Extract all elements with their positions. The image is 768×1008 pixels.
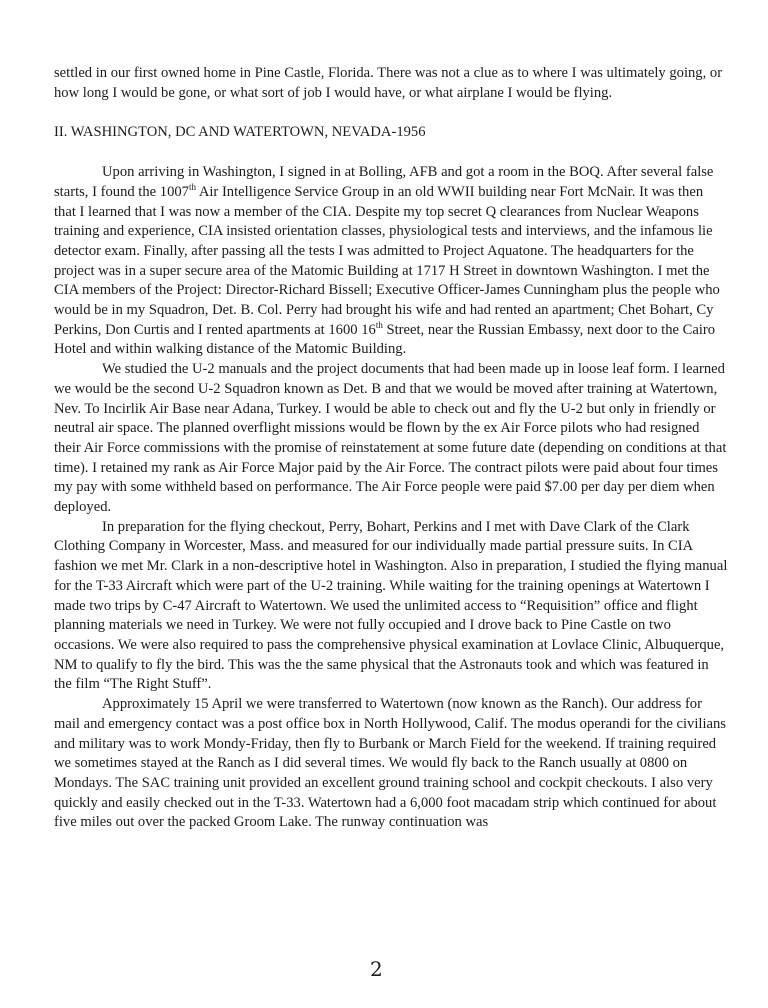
paragraph-text: Street, near the Russian Embassy, next door to the Cairo Hotel and within walking distance of the Matomic Building.	[54, 321, 716, 358]
section-heading: II. WASHINGTON, DC AND WATERTOWN, NEVADA-1956	[54, 124, 426, 141]
paragraph-preparation: In preparation for the flying checkout, Perry, Bohart, Perkins and I met with Dave Clark of the Clark Clothing Company in Worcester, Mass. and measured for our individually made partial pressure suits. In CIA fashion we met Mr. Clark in a non-descriptive hotel in Washington. Also in preparation, I studied the flying manual for the T-33 Aircraft which were part of the U-2 training. While waiting for the training openings at Watertown I made two trips by C-47 Aircraft to Watertown. We used the unlimited access to “Requisition” office and flight planning materials we need in Turkey. We were not fully occupied and I drove back to Pine Castle on two occasions. We were also required to pass the comprehensive physical examination at Lovlace Clinic, Albuquerque, NM to qualify to fly the bird. This was the the same physical that the Astronauts took and which was featured in the film “The Right Stuff”.	[54, 518, 728, 693]
paragraph-watertown: Approximately 15 April we were transferred to Watertown (now known as the Ranch). Our address for mail and emergency contact was a post office box in North Hollywood, Calif. The modus operandi for the civilians and military was to work Mondy-Friday, then fly to Burbank or March Field for the weekend. If training required we sometimes stayed at the Ranch as I did several times. We would fly back to the Ranch usually at 0800 on Mondays. The SAC training unit provided an excellent ground training school and cockpit checkouts. I also very quickly and easily checked out in the T-33. Watertown had a 6,000 foot macadam strip which continued for about five miles out over the packed Groom Lake. The runway continuation was	[54, 696, 726, 831]
page-number: 2	[370, 957, 383, 981]
paragraph-text: Upon arriving in Washington, I signed in at Bolling, AFB and got a room in the BOQ. After several false starts, I found the 1007	[54, 164, 714, 200]
ordinal-suffix: th	[188, 181, 196, 192]
paragraph-manuals: We studied the U-2 manuals and the project documents that had been made up in loose leaf form. I learned we would be the second U-2 Squadron known as Det. B and that we would be moved after training at Watertown, Nev. To Incirlik Air Base near Adana, Turkey. I would be able to check out and fly the U-2 but only in friendly or neutral air space. The planned overflight missions would be flown by the ex Air Force pilots who had resigned their Air Force commissions with the promise of reinstatement at some future date (depending on conditions at that time). I retained my rank as Air Force Major paid by the Air Force. The contract pilots were paid about four times my pay with some withheld based on performance. The Air Force people were paid $7.00 per day per diem when deployed.	[54, 361, 727, 516]
spacer	[54, 103, 728, 123]
intro-paragraph: settled in our first owned home in Pine Castle, Florida. There was not a clue as to where I was ultimately going, or how long I would be gone, or what sort of job I would have, or what airplane I would be flying.	[54, 65, 723, 101]
ordinal-suffix: th	[375, 319, 383, 330]
spacer	[54, 143, 728, 163]
paragraph-text: Air Intelligence Service Group in an old WWII building near Fort McNair. It was then that I learned that I was now a member of the CIA. Despite my top secret Q clearances from Nuclear Weapons training and experience, CIA insisted orientation classes, physiological tests and interviews, and the infamous lie detector exam. Finally, after passing all the tests I was admitted to Project Aquatone. The headquarters for the project was in a super secure area of the Matomic Building at 1717 H Street in downtown Washington. I met the CIA members of the Project: Director-Richard Bissell; Executive Officer-James Cunningham plus the people who would be in my Squadron, Det. B. Col. Perry had brought his wife and had rented an apartment; Chet Bohart, Cy Perkins, Don Curtis and I rented apartments at 1600 16	[54, 183, 720, 338]
paragraph-arrival	[54, 163, 728, 360]
